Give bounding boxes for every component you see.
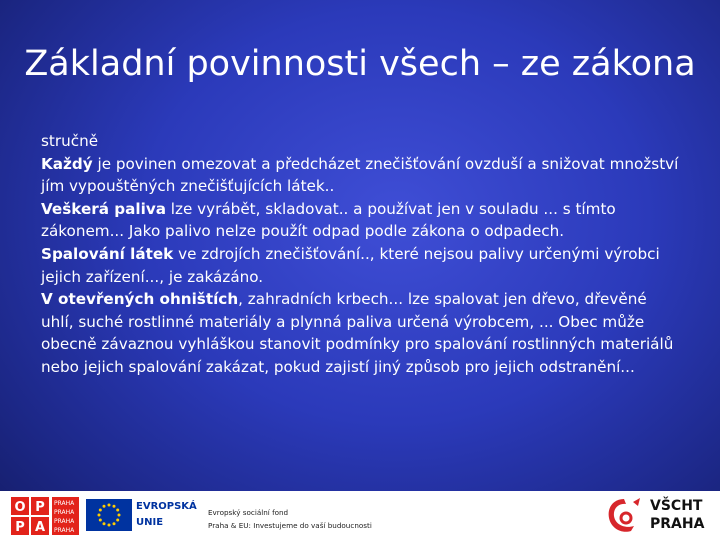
slide-body (41, 130, 681, 379)
footer-logo-bar (0, 491, 720, 540)
esf-caption (208, 506, 372, 532)
paragraph-1-lead: Každý (41, 154, 93, 173)
opp-praha-3: PRAHA (54, 518, 75, 525)
opp-letter-1: O (14, 500, 26, 515)
paragraph-2-lead: Veškerá paliva (41, 199, 166, 218)
opp-letter-4: A (34, 520, 46, 535)
opp-praha-4: PRAHA (54, 527, 75, 534)
vscht-line-1: VŠCHT (650, 498, 703, 514)
paragraph-1 (41, 153, 681, 198)
eu-label-line-2: UNIE (136, 517, 164, 528)
opp-praha-logo (10, 496, 80, 536)
vscht-logo-icon (604, 496, 644, 536)
paragraph-4-text: , zahradních krbech... lze spalovat jen dřevo, dřevěné uhlí, suché rostlinné materiály a plynná paliva určená výrobcem, ... Obec může obecně závaznou vyhláškou stanovit podmínky pro spalování rostlinných materiálů nebo jejich spalování zakázat, pokud zajistí jiný způsob pro jejich odstranění... (41, 290, 674, 376)
eu-label (136, 499, 197, 531)
esf-line-1: Evropský sociální fond (208, 508, 289, 517)
intro-text: stručně (41, 132, 99, 150)
paragraph-1-text: je povinen omezovat a předcházet znečišťování ovzduší a snižovat množství jím vypouštěných znečišťujících látek.. (41, 154, 679, 196)
paragraph-2-text: lze vyrábět, skladovat.. a používat jen v souladu ... s tímto zákonem... Jako palivo nelze použít odpad podle zákona o odpadech. (41, 199, 616, 241)
paragraph-3-lead: Spalování látek (41, 244, 174, 263)
opp-letter-3: P (15, 520, 25, 535)
eu-label-line-1: EVROPSKÁ (136, 501, 197, 512)
paragraph-2 (41, 198, 681, 243)
opp-praha-2: PRAHA (54, 509, 75, 516)
paragraph-3 (41, 243, 681, 288)
opp-praha-1: PRAHA (54, 500, 75, 507)
paragraph-4 (41, 288, 681, 378)
paragraph-4-lead: V otevřených ohništích (41, 290, 239, 309)
eu-flag-icon (86, 499, 132, 531)
vscht-line-2: PRAHA (650, 516, 705, 532)
esf-line-2: Praha & EU: Investujeme do vaší budoucnosti (208, 521, 372, 530)
vscht-label (650, 497, 704, 533)
slide-title: Základní povinnosti všech – ze zákona (24, 44, 696, 84)
paragraph-3-text: ve zdrojích znečišťování.., které nejsou palivy určenými výrobci jejich zařízení..., je zakázáno. (41, 244, 660, 286)
opp-letter-2: P (35, 500, 45, 515)
